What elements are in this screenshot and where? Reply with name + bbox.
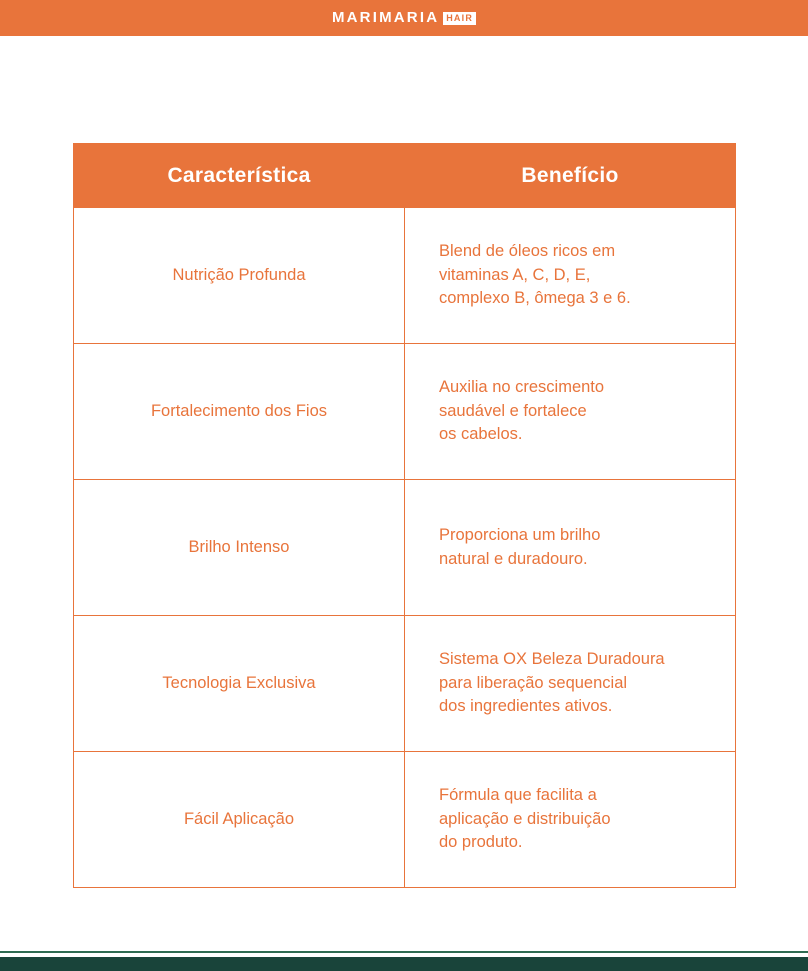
cell-feature: Fortalecimento dos Fios (74, 344, 405, 480)
cell-benefit-line: Blend de óleos ricos em (439, 242, 616, 261)
cell-benefit (405, 752, 736, 888)
brand-logo (332, 10, 476, 26)
cell-benefit (405, 616, 736, 752)
cell-benefit-line: vitaminas A, C, D, E, (439, 265, 591, 284)
feature-benefit-table (73, 143, 736, 888)
cell-benefit-line: aplicação e distribuição (439, 809, 611, 828)
table-row (74, 752, 736, 888)
cell-benefit-line: os cabelos. (439, 425, 523, 444)
feature-benefit-table-container (73, 143, 735, 888)
cell-benefit-line: Sistema OX Beleza Duradoura (439, 650, 665, 669)
table-header-benefit: Benefício (405, 144, 736, 208)
cell-benefit (405, 208, 736, 344)
table-row (74, 208, 736, 344)
cell-benefit-line: para liberação sequencial (439, 673, 628, 692)
cell-feature: Fácil Aplicação (74, 752, 405, 888)
cell-benefit (405, 344, 736, 480)
cell-benefit (405, 480, 736, 616)
brand-name-text: MARIMARIA (331, 9, 440, 26)
footer-divider (0, 951, 808, 953)
table-row (74, 344, 736, 480)
cell-benefit-line: Fórmula que facilita a (439, 786, 597, 805)
footer-bar (0, 957, 808, 971)
cell-benefit-line: do produto. (439, 833, 523, 852)
table-row (74, 616, 736, 752)
table-header-row (74, 144, 736, 208)
table-row (74, 480, 736, 616)
cell-benefit-line: Proporciona um brilho (439, 526, 601, 545)
brand-header-bar (0, 0, 808, 36)
cell-feature: Brilho Intenso (74, 480, 405, 616)
cell-benefit-line: complexo B, ômega 3 e 6. (439, 289, 631, 308)
cell-benefit-line: Auxilia no crescimento (439, 378, 605, 397)
brand-sub-text: HAIR (443, 12, 476, 25)
table-header-feature: Característica (74, 144, 405, 208)
cell-feature: Nutrição Profunda (74, 208, 405, 344)
cell-benefit-line: dos ingredientes ativos. (439, 697, 613, 716)
cell-benefit-line: natural e duradouro. (439, 549, 588, 568)
cell-benefit-line: saudável e fortalece (439, 401, 587, 420)
cell-feature: Tecnologia Exclusiva (74, 616, 405, 752)
